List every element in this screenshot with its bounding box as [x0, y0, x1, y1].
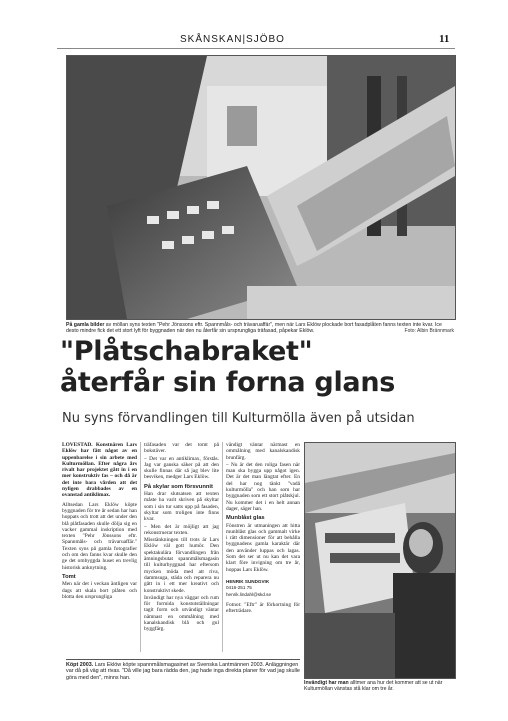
article-paragraph: träfasaden var det tomt på bokstäver.: [144, 442, 219, 455]
article-subheading: På skylar som försvunnit: [144, 483, 213, 490]
article-subheading: Munblåst glas: [226, 515, 265, 522]
article-subheading: Tomt: [62, 573, 76, 580]
fact-box: [66, 659, 300, 681]
article-paragraph: Fönstren är utmaningen att hitta munblåst glas och gammalt virke i rätt dimensioner för att behålla byggnadens gamla karaktär där den använder luppas och lagas. Som det ser ut nu kan det vara klart före invigning om tre år, hoppas Lars Eklöw.: [226, 522, 300, 573]
side-photo-caption: [304, 680, 454, 693]
masthead-rule: [57, 48, 455, 49]
article-paragraph: Han drar slutsatsen att texten måste ha varit skriven på skyltar som i sin tur satts upp på fasaden, skyltar som troligen inte finns kvar.: [144, 491, 219, 523]
article-paragraph: – Nu är det den roliga fasen när man ska bygga upp något igen. Det är det man längtat efter. En del har nog tänkt "vadå kulturmölla" och han som har byggnaden som ett stort plåtskjul. Nu kommer det i en helt annan dager, säger han.: [226, 461, 300, 512]
article-paragraph: – Men det är möjligt att jag rekonstruerar texten.: [144, 523, 219, 536]
byline-phone: 0416-251 75: [226, 585, 252, 591]
section-title: SKÅNSKAN|SJÖBO: [180, 34, 285, 45]
article-paragraph: Alltsedan Lars Eklöw köpte byggnaden för tre år sedan har han hoppats och trott att det under den blå plåtfasaden skulle dölja sig en vacker gammal inskription med texten "Pehr Jönssons eftr. Spannmåls- och trävaruaffär." Texten syns på gamla fotografier och om den fanns kvar skulle den ge det ombyggda huset en trevlig historisk anknytning.: [62, 501, 137, 571]
headline: [60, 336, 450, 398]
top-photo-caption-text: av möllan syns texten "Pehr Jönssons eftr. Spannmåls- och trävaruaffär", men när Lars Eklöw plockade bort fasadplåten fanns texten inte kvar. Ice desto mindre fick det ett stort lyft för byggnaden när den nu återfår sin ursprungliga träfasad, påpekar Eklöw.: [66, 322, 442, 335]
byline-email: henrik.lindahl@skd.se: [226, 591, 272, 597]
article-column-1: [62, 442, 137, 652]
top-photo-caption-lead: På gamla bilder: [66, 322, 105, 328]
side-photo-caption-lead: Invändigt har man: [304, 680, 349, 686]
side-photo: [304, 442, 456, 679]
column-divider: [222, 442, 223, 652]
article-column-3: [226, 442, 300, 652]
article-column-2: [144, 442, 219, 652]
top-photo-credit: Foto: Albin Brännmark: [404, 328, 454, 334]
subheadline: Nu syns förvandlingen till Kulturmölla även på utsidan: [62, 411, 415, 426]
article-paragraph: Invändigt har nya väggar och rum för formida konstutställningar tagit form och utvändigt väntar nämnast en ommålning med kanalskandisk blå och gul byggfärg.: [144, 594, 219, 633]
byline-name: HENRIK SUNDGVIK: [226, 578, 270, 584]
article-paragraph: vändigt väntar närmast en ommålning med kanalskandisk brunfärg.: [226, 442, 300, 461]
headline-line-2: återfår sin forna glans: [60, 367, 396, 398]
column-divider: [140, 442, 141, 652]
article-paragraph: – Det var en antiklimax, förstås. Jag var ganska säker på att den skulle finnas där så jag blev lite besviken, medger Lars Eklöw.: [144, 455, 219, 481]
fact-box-text: Lars Eklöw köpte spannmålsmagasinet av Svenska Lantmännen 2003. Anläggningen var då på väg att rivas. "Då ville jag bara rädda den, jag hade inga direkta planer för vad jag skulle göra med den", minns han.: [66, 662, 300, 681]
byline: [226, 579, 300, 598]
article-paragraph: Men när det i veckan äntligen var dags att skala bort plåten och blotta den ursprungliga: [62, 581, 137, 600]
page-number: 11: [439, 33, 450, 45]
side-photo-caption-text: alltmer ana hur det kommer att se ut när Kulturmöllan vänstas stå klar om tre år.: [304, 680, 443, 693]
fact-box-lead: Köpt 2003.: [66, 662, 94, 668]
headline-line-1: "Plåtschabraket": [60, 336, 313, 367]
footnote: Fotnot: "Eftr" är förkortning för efterträdare.: [226, 601, 300, 615]
top-photo: [66, 55, 456, 320]
article-paragraph: Misstänkningen till trots är Lars Eklöw väl gott humör. Den spektakulära förvandlingen från ämningsbutat spannmålsmagasin till kulturbyggnad har eftersom mycken möda med att riva, dammsuga, städa och reparera nu gått in i ett mer kreativt och konstruktivt skede.: [144, 537, 219, 594]
article-lead: LÖVESTAD. Konstnären Lars Eklöw har fått något av en uppenbarelse i sin arbete med Kulturmöllan. Efter några års rivalt har projektet gått in i en mer konstruktiv fas – och då är det inte bara vården att det nyligen drabbades av en ovanstad antiklimax.: [62, 442, 137, 499]
